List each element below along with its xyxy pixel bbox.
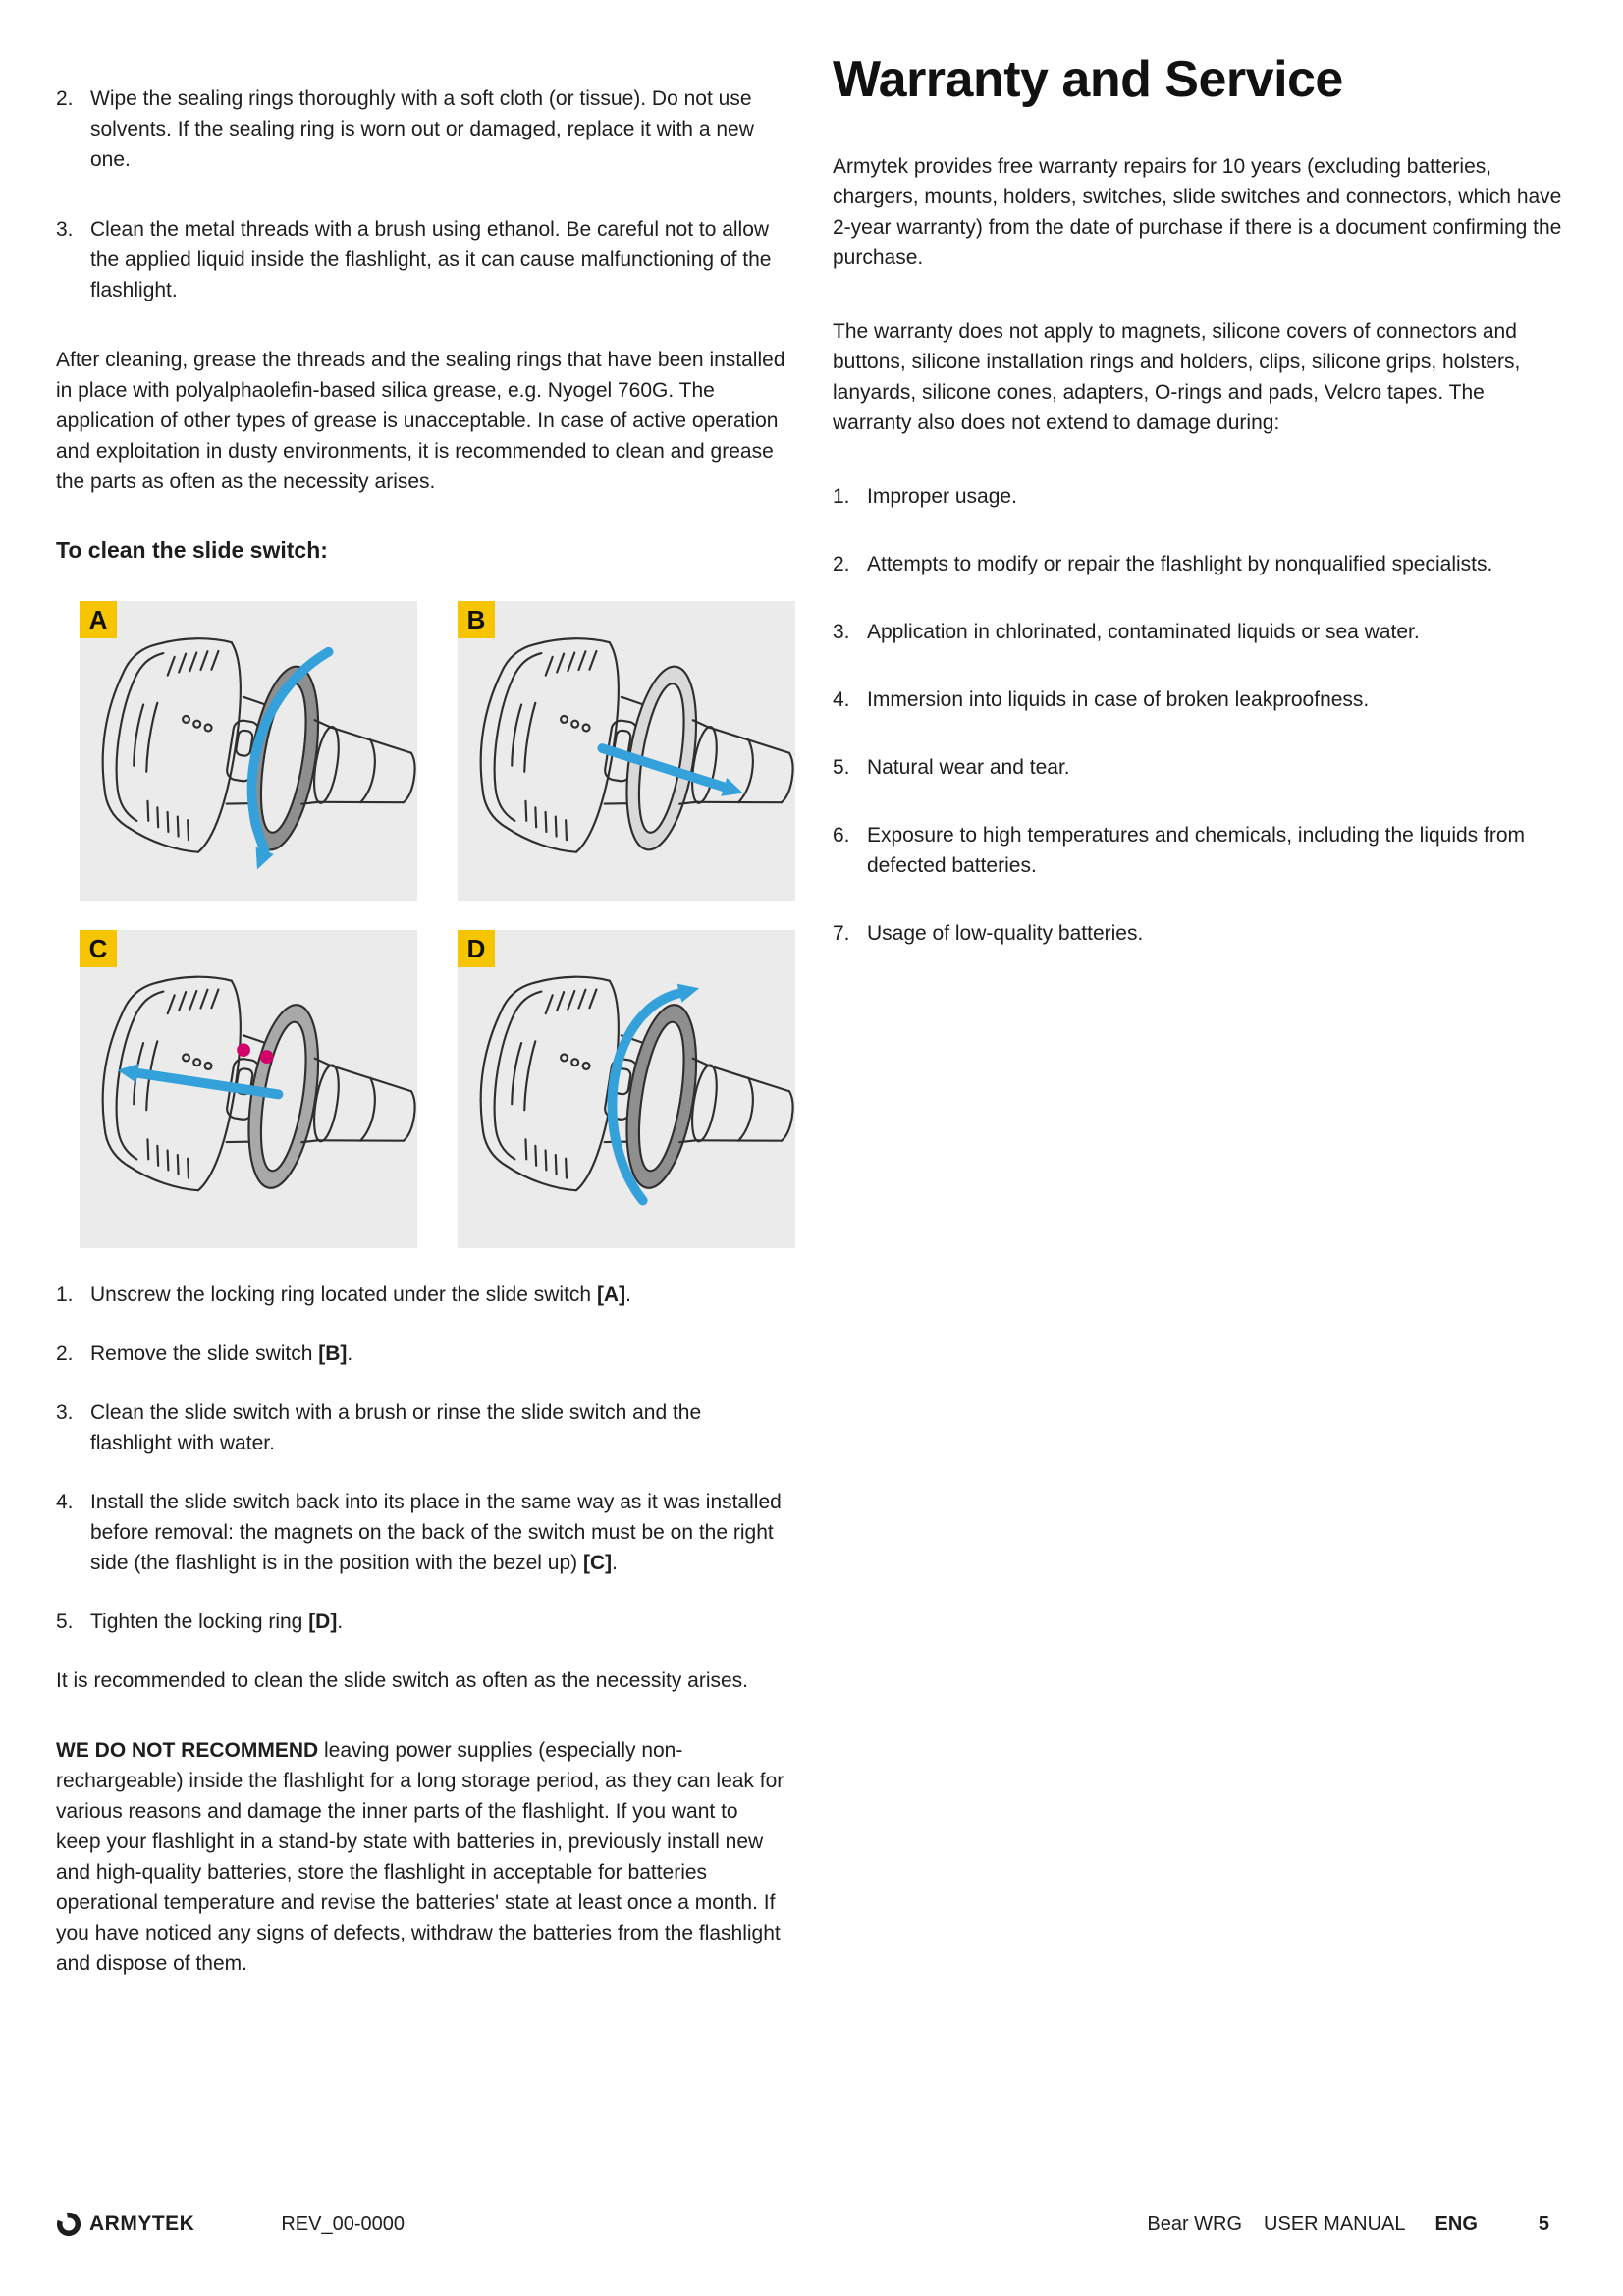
list-number: 3. xyxy=(56,218,74,241)
list-item xyxy=(56,1487,787,1578)
list-item xyxy=(833,549,1567,579)
list-item xyxy=(56,1607,787,1637)
page-title: Warranty and Service xyxy=(833,51,1343,108)
flashlight-illustration-d xyxy=(458,930,795,1248)
grease-paragraph: After cleaning, grease the threads and the sealing rings that have been installed in place with polyalphaolefin-based silica grease, e.g. Nyogel 760G. The application of other types of grease is unacceptable. In case of active operation and exploitation in dusty environments, it is recommended to clean and grease the parts as often as the necessity arises. xyxy=(56,349,785,493)
list-number: 7. xyxy=(833,922,850,945)
diagram-panel-a xyxy=(80,601,417,901)
footer-right xyxy=(1147,2214,1549,2236)
list-text: Immersion into liquids in case of broken leakproofness. xyxy=(867,688,1370,711)
brand-name: ARMYTEK xyxy=(89,2213,195,2235)
warranty-paragraph-2: The warranty does not apply to magnets, silicone covers of connectors and buttons, silicone installation rings and holders, clips, silicone grips, holsters, lanyards, silicone cones, adapters, O-rings and pads, Velcro tapes. The warranty also does not extend to damage during: xyxy=(833,320,1521,434)
magnet-dot xyxy=(260,1050,274,1064)
list-item xyxy=(56,83,787,175)
list-number: 2. xyxy=(56,1342,74,1365)
list-item xyxy=(833,752,1567,783)
list-number: 4. xyxy=(56,1491,74,1513)
list-number: 6. xyxy=(833,824,850,847)
right-column xyxy=(833,51,1567,949)
revision-code: REV_00-0000 xyxy=(281,2213,405,2235)
list-text: Clean the metal threads with a brush using ethanol. Be careful not to allow the applied liquid inside the flashlight, as it can cause malfunctioning of the flashlight. xyxy=(90,218,772,301)
diagram-panel-d xyxy=(458,930,795,1248)
armytek-logo-icon xyxy=(56,2212,81,2237)
cleaning-list xyxy=(56,83,787,305)
flashlight-illustration-b xyxy=(458,601,795,901)
list-item xyxy=(56,1339,787,1369)
left-column xyxy=(56,62,787,1979)
list-text: Attempts to modify or repair the flashlight by nonqualified specialists. xyxy=(867,553,1493,575)
language-label: ENG xyxy=(1434,2213,1478,2235)
panel-label-d: D xyxy=(458,930,495,967)
list-text: Install the slide switch back into its place in the same way as it was installed before removal: the magnets on the back of the switch must be on the right side (the flashlight is in the position with the bezel up) [C]. xyxy=(90,1491,782,1574)
diagram-panel-b xyxy=(458,601,795,901)
list-number: 5. xyxy=(833,756,850,779)
brand xyxy=(56,2212,194,2237)
warning-paragraph: WE DO NOT RECOMMEND leaving power supplies (especially non-rechargeable) inside the flashlight for a long storage period, as they can leak for various reasons and damage the inner parts of the flashlight. If you want to keep your flashlight in a stand-by state with batteries in, previously install new and high-quality batteries, store the flashlight in acceptable for batteries operational temperature and revise the batteries' state at least once a month. If you have noticed any signs of defects, withdraw the batteries from the flashlight and dispose of them. xyxy=(56,1739,784,1975)
panel-label-b: B xyxy=(458,601,495,638)
list-number: 4. xyxy=(833,688,850,711)
footer xyxy=(56,2208,1549,2241)
flashlight-illustration-a xyxy=(80,601,417,901)
list-item xyxy=(833,617,1567,647)
list-item xyxy=(56,214,787,305)
warranty-paragraph-1: Armytek provides free warranty repairs for 10 years (excluding batteries, chargers, mounts, holders, switches, slide switches and connectors, which have 2-year warranty) from the date of purchase if there is a document confirming the purchase. xyxy=(833,155,1562,269)
panel-label-c: C xyxy=(80,930,117,967)
list-item xyxy=(833,820,1567,881)
list-text: Usage of low-quality batteries. xyxy=(867,922,1144,945)
list-item xyxy=(56,1397,787,1458)
diagram-grid xyxy=(80,601,787,1248)
list-text: Clean the slide switch with a brush or rinse the slide switch and the flashlight with water. xyxy=(90,1401,702,1454)
list-number: 1. xyxy=(56,1284,74,1306)
list-text: Exposure to high temperatures and chemicals, including the liquids from defected batteries. xyxy=(867,824,1526,877)
list-text: Application in chlorinated, contaminated liquids or sea water. xyxy=(867,621,1420,643)
slide-switch-heading: To clean the slide switch: xyxy=(56,537,328,563)
list-text: Remove the slide switch [B]. xyxy=(90,1342,353,1365)
list-text: Unscrew the locking ring located under the slide switch [A]. xyxy=(90,1284,631,1306)
list-number: 5. xyxy=(56,1611,74,1633)
list-text: Tighten the locking ring [D]. xyxy=(90,1611,344,1633)
list-item xyxy=(833,684,1567,715)
list-text: Improper usage. xyxy=(867,485,1017,508)
list-text: Wipe the sealing rings thoroughly with a soft cloth (or tissue). Do not use solvents. If the sealing ring is worn out or damaged, replace it with a new one. xyxy=(90,87,754,171)
page-number: 5 xyxy=(1538,2213,1549,2235)
warranty-exclusions-list xyxy=(833,481,1567,949)
panel-label-a: A xyxy=(80,601,117,638)
list-number: 2. xyxy=(56,87,74,110)
list-item xyxy=(56,1280,787,1310)
list-number: 3. xyxy=(56,1401,74,1424)
list-item xyxy=(833,918,1567,949)
list-number: 2. xyxy=(833,553,850,575)
list-number: 1. xyxy=(833,485,850,508)
list-text: Natural wear and tear. xyxy=(867,756,1070,779)
diagram-panel-c xyxy=(80,930,417,1248)
flashlight-illustration-c xyxy=(80,930,417,1248)
list-item xyxy=(833,481,1567,512)
manual-label: USER MANUAL xyxy=(1264,2213,1406,2235)
magnet-dot xyxy=(237,1043,250,1057)
product-name: Bear WRG xyxy=(1147,2213,1243,2235)
recommend-paragraph: It is recommended to clean the slide switch as often as the necessity arises. xyxy=(56,1669,749,1692)
slide-switch-steps xyxy=(56,1280,787,1637)
list-number: 3. xyxy=(833,621,850,643)
